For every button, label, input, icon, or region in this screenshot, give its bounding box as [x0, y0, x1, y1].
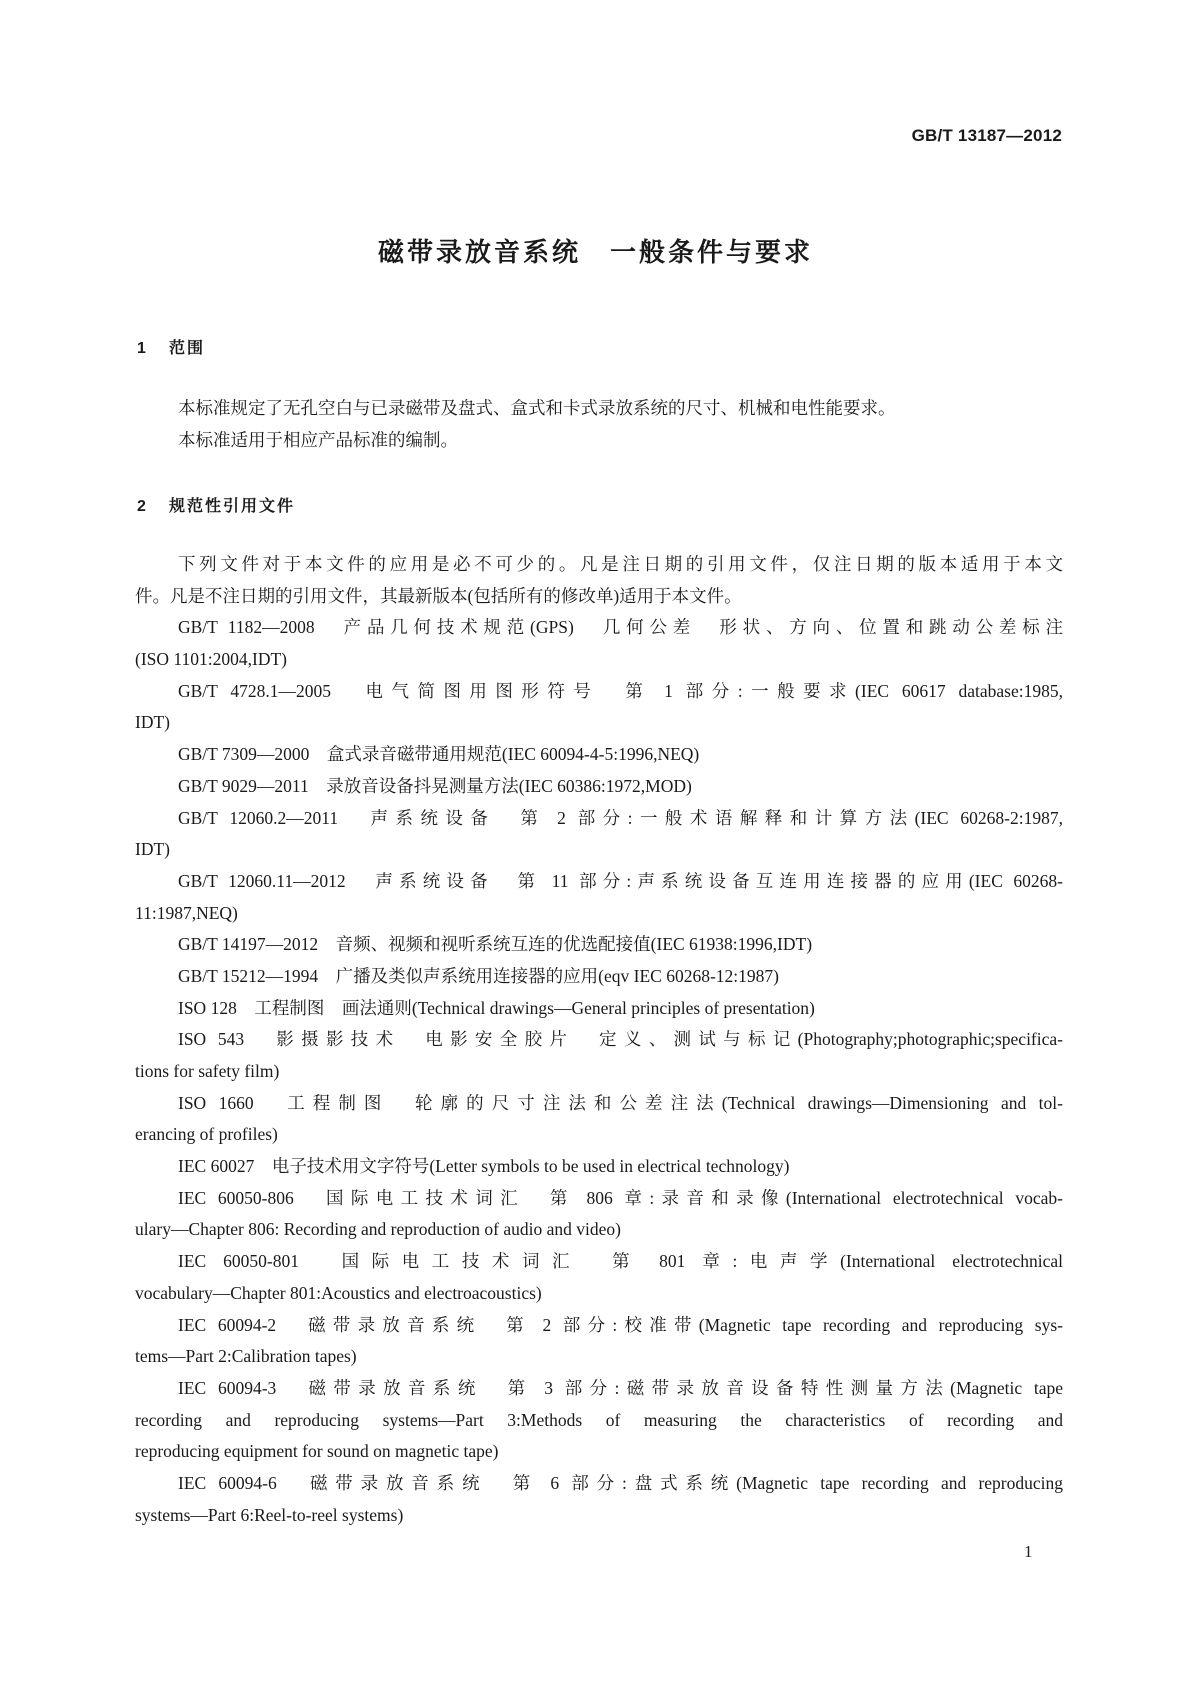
text-line: 件。凡是不注日期的引用文件，其最新版本(包括所有的修改单)适用于本文件。 [135, 585, 742, 606]
section-title: 规范性引用文件 [169, 498, 296, 515]
text-line: systems—Part 6:Reel-to-reel systems) [135, 1504, 404, 1525]
text-line: reproducing equipment for sound on magnetic tape) [135, 1441, 499, 1462]
reference-entry [135, 676, 1063, 739]
text-line: GB/T 7309—2000 盒式录音磁带通用规范(IEC 60094-4-5:1996,NEQ) [178, 744, 700, 765]
text-line: GB/T 9029—2011 录放音设备抖晃测量方法(IEC 60386:1972,MOD) [178, 775, 692, 796]
reference-entry [135, 803, 1063, 866]
text-line: ulary—Chapter 806: Recording and reproduction of audio and video) [135, 1219, 621, 1240]
reference-entry [135, 1310, 1063, 1373]
text-line: IEC 60094-2 磁带录放音系统 第 2 部分:校准带(Magnetic tape recording and reproducing sys- [178, 1314, 1063, 1335]
reference-entry [135, 1183, 1063, 1246]
text-line: 11:1987,NEQ) [135, 902, 238, 923]
reference-entry [135, 739, 1063, 771]
reference-entry [135, 1373, 1063, 1468]
reference-entry [135, 771, 1063, 803]
reference-entry [135, 1151, 1063, 1183]
text-line: GB/T 1182—2008 产品几何技术规范(GPS) 几何公差 形状、方向、位置和跳动公差标注 [178, 617, 1063, 638]
section-heading-references [137, 493, 295, 516]
reference-entry [135, 612, 1063, 675]
text-line: 下列文件对于本文件的应用是必不可少的。凡是注日期的引用文件，仅注日期的版本适用于本文 [178, 554, 1063, 574]
text-line: IEC 60027 电子技术用文字符号(Letter symbols to be used in electrical technology) [178, 1156, 790, 1177]
reference-entry [135, 961, 1063, 993]
text-line: vocabulary—Chapter 801:Acoustics and electroacoustics) [135, 1282, 542, 1303]
text-line: IEC 60094-3 磁带录放音系统 第 3 部分:磁带录放音设备特性测量方法(Magnetic tape [178, 1377, 1063, 1398]
reference-entry [135, 929, 1063, 961]
paragraph [135, 425, 1063, 457]
text-line: IEC 60050-801 国际电工技术词汇 第 801 章:电声学(International electrotechnical [178, 1251, 1063, 1272]
text-line: IDT) [135, 712, 170, 733]
text-line: 本标准适用于相应产品标准的编制。 [178, 429, 458, 450]
text-line: GB/T 12060.11—2012 声系统设备 第 11 部分:声系统设备互连用连接器的应用(IEC 60268- [178, 870, 1063, 891]
reference-entry [135, 866, 1063, 929]
reference-entry [135, 1246, 1063, 1309]
text-line: ISO 128 工程制图 画法通则(Technical drawings—General principles of presentation) [178, 997, 815, 1018]
section-title: 范围 [169, 340, 206, 357]
paragraph [135, 393, 1063, 425]
text-line: tems—Part 2:Calibration tapes) [135, 1346, 357, 1367]
reference-entry [135, 549, 1063, 612]
references-body [135, 549, 1063, 1531]
text-line: tions for safety film) [135, 1061, 280, 1081]
section-number: 1 [137, 340, 146, 357]
section-number: 2 [137, 498, 146, 515]
text-line: IEC 60094-6 磁带录放音系统 第 6 部分:盘式系统(Magnetic tape recording and reproducing [178, 1472, 1063, 1493]
text-line: GB/T 14197—2012 音频、视频和视听系统互连的优选配接值(IEC 61938:1996,IDT) [178, 934, 813, 955]
reference-entry [135, 993, 1063, 1025]
page-number: 1 [1024, 1542, 1033, 1561]
standard-number: GB/T 13187—2012 [911, 126, 1062, 145]
text-line: ISO 1660 工程制图 轮廓的尺寸注法和公差注法(Technical drawings—Dimensioning and tol- [178, 1092, 1063, 1113]
document-title: 磁带录放音系统 一般条件与要求 [377, 237, 813, 267]
text-line: GB/T 15212—1994 广播及类似声系统用连接器的应用(eqv IEC 60268-12:1987) [178, 965, 779, 986]
reference-entry [135, 1468, 1063, 1531]
section-heading-scope [137, 335, 205, 358]
text-line: (ISO 1101:2004,IDT) [135, 649, 287, 670]
reference-entry [135, 1024, 1063, 1087]
text-line: IDT) [135, 839, 170, 860]
reference-entry [135, 1088, 1063, 1151]
text-line: GB/T 12060.2—2011 声系统设备 第 2 部分:一般术语解释和计算方法(IEC 60268-2:1987, [178, 807, 1063, 828]
text-line: erancing of profiles) [135, 1124, 278, 1145]
text-line: IEC 60050-806 国际电工技术词汇 第 806 章:录音和录像(International electrotechnical vocab- [178, 1187, 1063, 1208]
text-line: 本标准规定了无孔空白与已录磁带及盘式、盒式和卡式录放系统的尺寸、机械和电性能要求。 [178, 398, 896, 418]
scope-body [135, 393, 1063, 456]
text-line: ISO 543 影摄影技术 电影安全胶片 定义、测试与标记(Photography;photographic;specifica- [178, 1029, 1063, 1050]
text-line: recording and reproducing systems—Part 3:Methods of measuring the characteristics of recording and [135, 1409, 1063, 1430]
text-line: GB/T 4728.1—2005 电气简图用图形符号 第 1 部分:一般要求(IEC 60617 database:1985, [178, 680, 1063, 701]
